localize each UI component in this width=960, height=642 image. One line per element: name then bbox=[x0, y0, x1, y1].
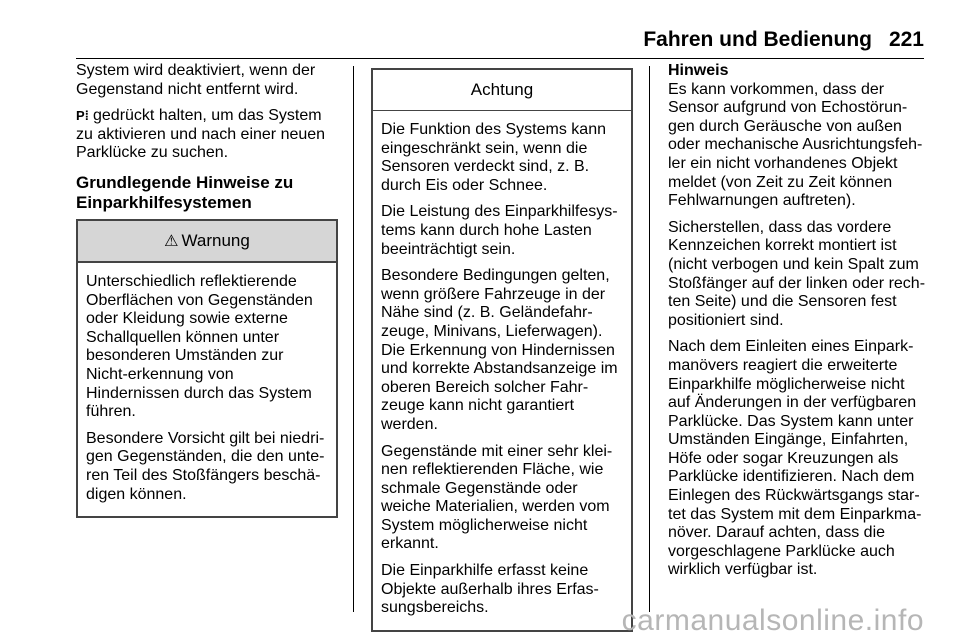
watermark: carmanualsonline.info bbox=[621, 604, 924, 637]
column-right bbox=[668, 62, 930, 588]
note-paragraph: Es kann vorkommen, dass der Sensor aufgrund von Echostörun-gen durch Geräusche von außen oder mechanische Ausrichtungsfeh-ler ein nicht vorhandenes Objekt meldet (von Zeit zu Zeit können Fehlwarnungen auftreten). bbox=[668, 80, 923, 210]
caution-paragraph: Die Einparkhilfe erfasst keine Objekte außerhalb ihres Erfas-sungsbereichs. bbox=[381, 562, 599, 617]
page-number: 221 bbox=[888, 28, 924, 51]
header-title: Fahren und Bedienung bbox=[643, 28, 872, 51]
caution-paragraph: Besondere Bedingungen gelten, wenn größere Fahrzeuge in der Nähe sind (z. B. Geländefahr-zeuge, Minivans, Lieferwagen). Die Erkennung von Hindernissen und korrekte Abstandsanzeige im oberen Bereich solcher Fahr-zeuge kann nicht garantiert werden. bbox=[381, 267, 618, 433]
warning-box-body bbox=[78, 263, 336, 516]
column-divider-1 bbox=[353, 66, 354, 612]
warning-box bbox=[76, 219, 338, 518]
page-header bbox=[0, 22, 960, 62]
warning-triangle-icon: ⚠ bbox=[164, 232, 179, 250]
warning-paragraph: Besondere Vorsicht gilt bei niedri-gen Gegenständen, die den unte-ren Teil des Stoßfängers beschä-digen können. bbox=[86, 429, 325, 503]
note-paragraph: Sicherstellen, dass das vordere Kennzeichen korrekt montiert ist (nicht verbogen und kein Spalt zum Stoßfänger auf der linken oder rech-ten Seite) und die Sensoren fest positioniert sind. bbox=[668, 218, 926, 329]
caution-paragraph: Die Funktion des Systems kann eingeschränkt sein, wenn die Sensoren verdeckt sind, z. B. durch Eis oder Schnee. bbox=[381, 121, 606, 194]
note-label: Hinweis bbox=[668, 62, 729, 79]
caution-paragraph: Die Leistung des Einparkhilfesys-tems kann durch hohe Lasten beeinträchtigt sein. bbox=[381, 203, 618, 258]
parking-sensor-icon: P⁞ bbox=[76, 108, 89, 124]
column-middle bbox=[371, 62, 633, 632]
note-paragraph: Nach dem Einleiten eines Einpark-manövers reagiert die erweiterte Einparkhilfe möglicherweise nicht auf Änderungen in der verfügbaren Parklücke. Das System kann unter Umständen Eingänge, Einfahrten, Höfe oder sogar Kreuzungen als Parklücke identifizieren. Nach dem Einlegen des Rückwärtsgangs star-tet das System mit dem Einparkma-növer. Darauf achten, dass die vorgeschlagene Parklücke auch wirklich verfügbar ist. bbox=[668, 338, 922, 579]
caution-box bbox=[371, 68, 633, 632]
section-heading: Grundlegende Hinweise zu Einparkhilfesystemen bbox=[76, 172, 294, 212]
warning-paragraph: Unterschiedlich reflektierende Oberflächen von Gegenständen oder Kleidung sowie externe Schallquellen können unter besonderen Umständen zur Nicht-erkennung von Hindernissen durch das System führen. bbox=[86, 272, 313, 421]
caution-box-body bbox=[373, 111, 631, 630]
caution-paragraph: Gegenstände mit einer sehr klei-nen reflektierenden Fläche, wie schmale Gegenstände oder weiche Materialien, werden vom System möglicherweise nicht erkannt. bbox=[381, 442, 613, 553]
intro-text: System wird deaktiviert, wenn der Gegenstand nicht entfernt wird. bbox=[76, 62, 316, 98]
column-left bbox=[76, 62, 338, 518]
caution-box-header: Achtung bbox=[373, 70, 631, 111]
warning-box-header bbox=[78, 221, 336, 263]
park-instruction-text: gedrückt halten, um das System zu aktivieren und nach einer neuen Parklücke zu suchen. bbox=[76, 107, 326, 162]
park-instruction bbox=[76, 107, 338, 163]
header-rule bbox=[76, 58, 924, 59]
column-divider-2 bbox=[649, 66, 650, 612]
warning-title: Warnung bbox=[181, 230, 250, 250]
